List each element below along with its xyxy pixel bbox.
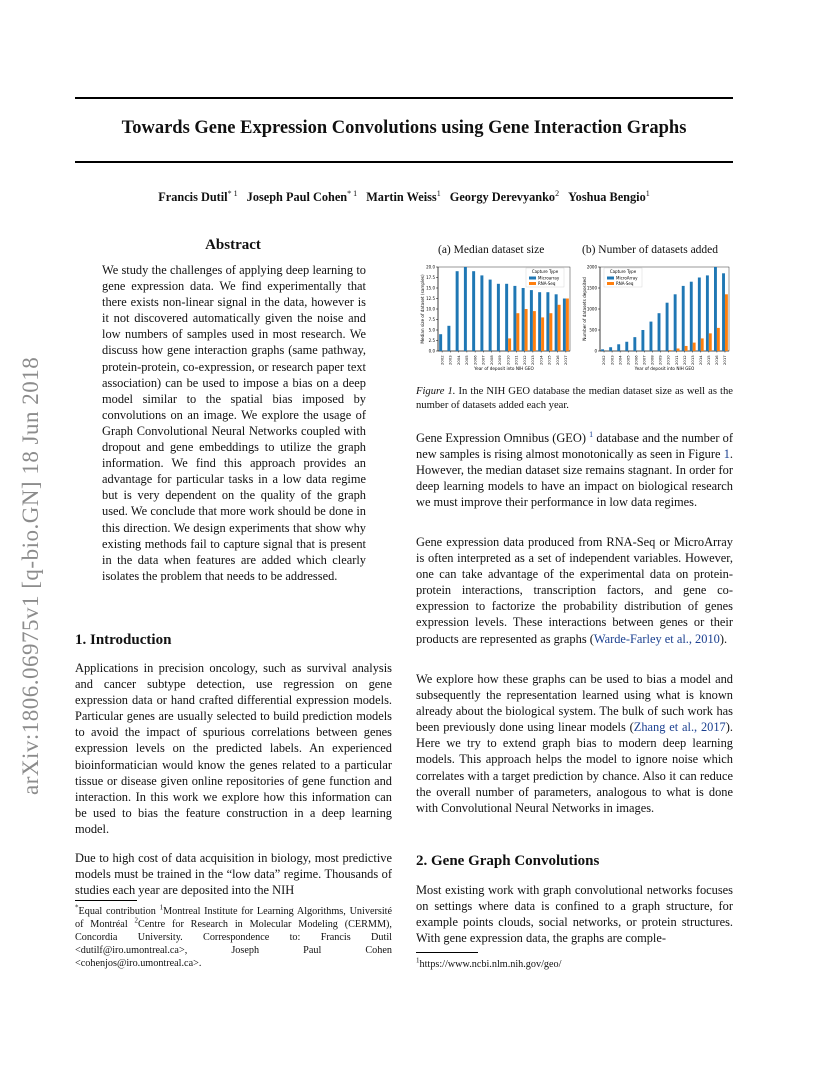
- bar: [456, 271, 459, 351]
- bar: [513, 286, 516, 351]
- y-axis-label: Number of datasets deposited: [582, 277, 587, 341]
- x-tick-label: 2008: [649, 355, 655, 365]
- x-tick-label: 2005: [625, 355, 631, 365]
- bar: [690, 282, 693, 351]
- x-tick-label: 2002: [439, 355, 445, 365]
- footnote-url: [416, 958, 733, 971]
- bar: [447, 326, 450, 351]
- x-axis-label: Year of deposit into NIH GEO: [474, 366, 534, 371]
- bar: [725, 294, 728, 351]
- paragraph-text: ). Here we try to extend graph bias to modern deep learning models. This approach helps the model to ignore noise which correlates with a target prediction by chance. Also it can reduce the overall number of parameters, analogous to what is done with Convolutional Neural Networks in images.: [416, 720, 733, 815]
- author-name-text: Joseph Paul Cohen: [246, 190, 348, 204]
- author-affiliation: 2: [555, 188, 560, 198]
- x-tick-label: 2007: [641, 355, 647, 365]
- y-tick-label: 5.0: [428, 327, 435, 333]
- y-tick-label: 500: [589, 327, 597, 333]
- x-tick-label: 2016: [714, 355, 720, 365]
- footnote-affiliations: [75, 905, 392, 970]
- bar: [666, 303, 669, 351]
- legend-swatch: [607, 277, 614, 280]
- x-tick-label: 2015: [546, 355, 552, 365]
- legend-swatch: [529, 277, 536, 280]
- y-tick-label: 12.5: [426, 296, 435, 301]
- chart-datasets-added: [582, 265, 729, 372]
- abstract-body: We study the challenges of applying deep learning to gene expression data. We find experimentally that there exists non-linear signal in the data, however is it not discovered automatically given the noise and low numbers of samples used in most research. We discuss how gene interaction graphs (same pathway, protein-protein, co-expression, or research paper text association) can be used to impose a bias on a deep model similar to the spatial bias imposed by convolutions on an image. We explore the usage of Graph Convolutional Neural Networks coupled with dropout and gene embeddings to utilize the graph information. We find this approach provides an advantage for particular tasks in a low data regime but is very dependent on the quality of the graph used. We conclude that more work should be done in this direction. We design experiments that show why existing methods fail to capture signal that is present in the data when features are added which clearly isolates the problem that needs to be addressed.: [102, 263, 366, 583]
- figure-caption-text: In the NIH GEO database the median dataset size as well as the number of datasets added each year.: [416, 386, 733, 411]
- legend-label: RNA-Seq: [538, 281, 556, 286]
- y-tick-label: 15.0: [426, 285, 435, 291]
- bar: [658, 313, 661, 351]
- bar: [650, 322, 653, 351]
- author-list: [75, 190, 733, 205]
- bar: [633, 337, 636, 351]
- title-rule-top: [75, 97, 733, 99]
- legend-label: RNA-Seq: [616, 281, 634, 286]
- subfigure-caption-b: (b) Number of datasets added: [582, 244, 719, 256]
- x-tick-label: 2016: [554, 355, 560, 365]
- x-tick-label: 2007: [480, 355, 486, 365]
- bar: [674, 294, 677, 351]
- footnote-mark: *: [75, 903, 79, 912]
- footnote-text: Centre for Research in Molecular Modeling (CERMM), Concordia University. Correspondence to: Francis Dutil <dutilf@iro.umontreal.ca>, Joseph Paul Cohen <cohenjos@iro.umontreal.ca>.: [75, 919, 392, 969]
- footnote-rule: [416, 952, 478, 953]
- paragraph: Most existing work with graph convolutional networks focuses on settings where data is confined to a graph structure, for example points clouds, social networks, or protein structures. With gene expression data, the graphs are comple-: [416, 883, 733, 946]
- x-tick-label: 2005: [464, 355, 470, 365]
- author-name: [450, 190, 559, 204]
- figure-1-charts: [416, 260, 733, 375]
- figure-caption: [416, 385, 733, 413]
- bar: [505, 284, 508, 351]
- legend-title: Capture Type: [609, 269, 637, 274]
- paragraph: [416, 671, 733, 816]
- legend-label: MicroArray: [616, 275, 638, 281]
- x-tick-label: 2010: [505, 355, 511, 365]
- figure-label: Figure 1.: [416, 386, 456, 397]
- figure-reference-link[interactable]: 1: [723, 447, 730, 462]
- bar: [522, 288, 525, 351]
- bar: [717, 328, 720, 351]
- legend-title: Capture Type: [531, 269, 559, 274]
- author-name-text: Yoshua Bengio: [568, 190, 646, 204]
- bar: [546, 292, 549, 351]
- paragraph-text: . However, the median dataset size remains stagnant. In order for deep learning models to have an impact on biological research we must improve their performance in low data regimes.: [416, 447, 733, 510]
- bar: [563, 299, 566, 352]
- paragraph: Due to high cost of data acquisition in biology, most predictive models must be trained in the “low data” regime. Thousands of studies each year are deposited into the NIH: [75, 851, 392, 898]
- paragraph-text: We explore how these graphs can be used to bias a model and subsequently the representation learned using what is known already about the biological system. The bulk of such work has been previously done using linear models (: [416, 672, 733, 735]
- bar: [538, 292, 541, 351]
- paragraph: [416, 534, 733, 647]
- abstract-heading: Abstract: [205, 237, 261, 253]
- section-heading-gene-graph-convolutions: 2. Gene Graph Convolutions: [416, 853, 600, 869]
- bar: [541, 317, 544, 351]
- x-tick-label: 2002: [601, 355, 607, 365]
- x-tick-label: 2010: [665, 355, 671, 365]
- x-tick-label: 2014: [538, 355, 544, 365]
- x-tick-label: 2003: [609, 355, 615, 365]
- x-tick-label: 2008: [488, 355, 494, 365]
- bar: [533, 311, 536, 351]
- citation-link[interactable]: Zhang et al., 2017: [633, 720, 726, 735]
- paragraph-text: database and the number of new samples is rising almost monotonically as seen in Figure: [416, 431, 733, 462]
- bar: [609, 347, 612, 351]
- y-tick-label: 17.5: [426, 275, 435, 280]
- bar: [558, 305, 561, 351]
- bar: [439, 334, 442, 351]
- bar: [530, 290, 533, 351]
- author-name-text: Martin Weiss: [366, 190, 437, 204]
- paragraph-text: Gene expression data produced from RNA-Seq or MicroArray is often interpreted as a set of independent variables. However, one can take advantage of the experimental data on protein-protein interactions, transcription factors, and gene co-expression to factorize the probability distribution of genes expression levels. These interactions between genes or their products are represented as graphs (: [416, 535, 733, 646]
- subfigure-caption-a: (a) Median dataset size: [438, 244, 545, 256]
- footnote-mark: 1: [159, 903, 164, 912]
- legend-swatch: [529, 282, 536, 285]
- bar: [706, 275, 709, 351]
- bar: [709, 333, 712, 351]
- footnote-mark: 2: [134, 916, 138, 925]
- footnote-rule: [75, 900, 137, 901]
- bar: [617, 344, 620, 351]
- y-tick-label: 2000: [586, 264, 597, 270]
- author-name: [158, 190, 237, 204]
- x-axis-label: Year of deposit into NIH GEO: [634, 366, 695, 371]
- bar: [516, 313, 519, 351]
- x-tick-label: 2013: [530, 355, 536, 365]
- bar: [685, 346, 688, 351]
- x-tick-label: 2006: [633, 355, 639, 365]
- y-tick-label: 0.0: [428, 348, 435, 354]
- author-affiliation: * 1: [347, 188, 358, 198]
- y-axis-label: Median size of dataset (samples): [420, 274, 425, 344]
- bar: [625, 342, 628, 351]
- bar: [566, 299, 569, 352]
- x-tick-label: 2004: [617, 355, 623, 365]
- bar: [701, 338, 704, 351]
- x-tick-label: 2017: [722, 355, 728, 365]
- x-tick-label: 2013: [689, 355, 695, 365]
- x-tick-label: 2006: [472, 355, 478, 365]
- bar: [489, 280, 492, 351]
- y-tick-label: 0: [594, 348, 597, 354]
- section-heading-introduction: 1. Introduction: [75, 632, 172, 648]
- bar: [464, 267, 467, 351]
- x-tick-label: 2009: [657, 355, 663, 365]
- legend-label: Microarray: [538, 275, 560, 281]
- x-tick-label: 2015: [706, 355, 712, 365]
- author-name: [247, 190, 357, 204]
- y-tick-label: 10.0: [426, 306, 435, 312]
- y-tick-label: 2.5: [428, 338, 435, 343]
- bar: [555, 294, 558, 351]
- bar: [641, 330, 644, 351]
- paragraph: [416, 430, 733, 510]
- x-tick-label: 2017: [563, 355, 569, 365]
- bar: [472, 271, 475, 351]
- x-tick-label: 2012: [681, 355, 687, 365]
- paper-title: Towards Gene Expression Convolutions using Gene Interaction Graphs: [121, 118, 687, 138]
- author-name-text: Francis Dutil: [158, 190, 228, 204]
- bar: [508, 338, 511, 351]
- author-affiliation: * 1: [227, 188, 238, 198]
- y-tick-label: 7.5: [428, 317, 435, 322]
- x-tick-label: 2011: [513, 355, 519, 365]
- paragraph-text: ).: [719, 631, 728, 646]
- author-name-text: Georgy Derevyanko: [449, 190, 556, 204]
- footnote-reference-link[interactable]: 1: [589, 429, 594, 439]
- bar: [669, 350, 672, 351]
- author-affiliation: 1: [436, 188, 441, 198]
- arxiv-identifier: arXiv:1806.06975v1 [q-bio.GN] 18 Jun 2018: [18, 356, 43, 795]
- bar: [677, 348, 680, 351]
- bar: [601, 349, 604, 351]
- author-name: [366, 190, 440, 204]
- legend-swatch: [607, 282, 614, 285]
- bar: [497, 284, 500, 351]
- x-tick-label: 2012: [521, 355, 527, 365]
- y-tick-label: 20.0: [426, 264, 435, 270]
- footnote-text: Equal contribution: [78, 906, 160, 917]
- bar: [698, 278, 701, 352]
- bar: [525, 309, 528, 351]
- bar: [682, 286, 685, 351]
- footnote-text: Montreal Institute for Learning Algorithms, Université of Montréal: [75, 906, 393, 930]
- x-tick-label: 2014: [697, 355, 703, 365]
- footnote-link[interactable]: https://www.ncbi.nlm.nih.gov/geo/: [419, 959, 562, 970]
- x-tick-label: 2011: [673, 355, 679, 365]
- citation-link[interactable]: Warde-Farley et al., 2010: [593, 631, 720, 646]
- x-tick-label: 2009: [497, 355, 503, 365]
- chart-median-dataset-size: [420, 265, 570, 372]
- x-tick-label: 2003: [447, 355, 453, 365]
- footnote-mark: 1: [416, 956, 420, 965]
- bar: [714, 267, 717, 351]
- y-tick-label: 1000: [586, 306, 597, 312]
- paragraph-text: Gene Expression Omnibus (GEO): [416, 431, 590, 445]
- author-affiliation: 1: [645, 188, 650, 198]
- bar: [480, 275, 483, 351]
- bar: [693, 343, 696, 351]
- y-tick-label: 1500: [586, 285, 597, 291]
- x-tick-label: 2004: [455, 355, 461, 365]
- bar: [722, 273, 725, 351]
- title-rule-bottom: [75, 161, 733, 163]
- bar: [549, 313, 552, 351]
- paragraph: Applications in precision oncology, such as survival analysis and cancer subtype detection, use regression on gene expression data or hand crafted differential expression models. Particular genes are usually selected to build prediction models to avoid the impact of spurious correlations between genes expression levels on the predicted labels. An experienced bioinformatician would know the genes related to a particular tissue or disease given online repositories of gene function and interaction. In this work we explore how this information can be used to bias the feature construction in a deep learning model.: [75, 661, 392, 836]
- author-name: [568, 190, 650, 204]
